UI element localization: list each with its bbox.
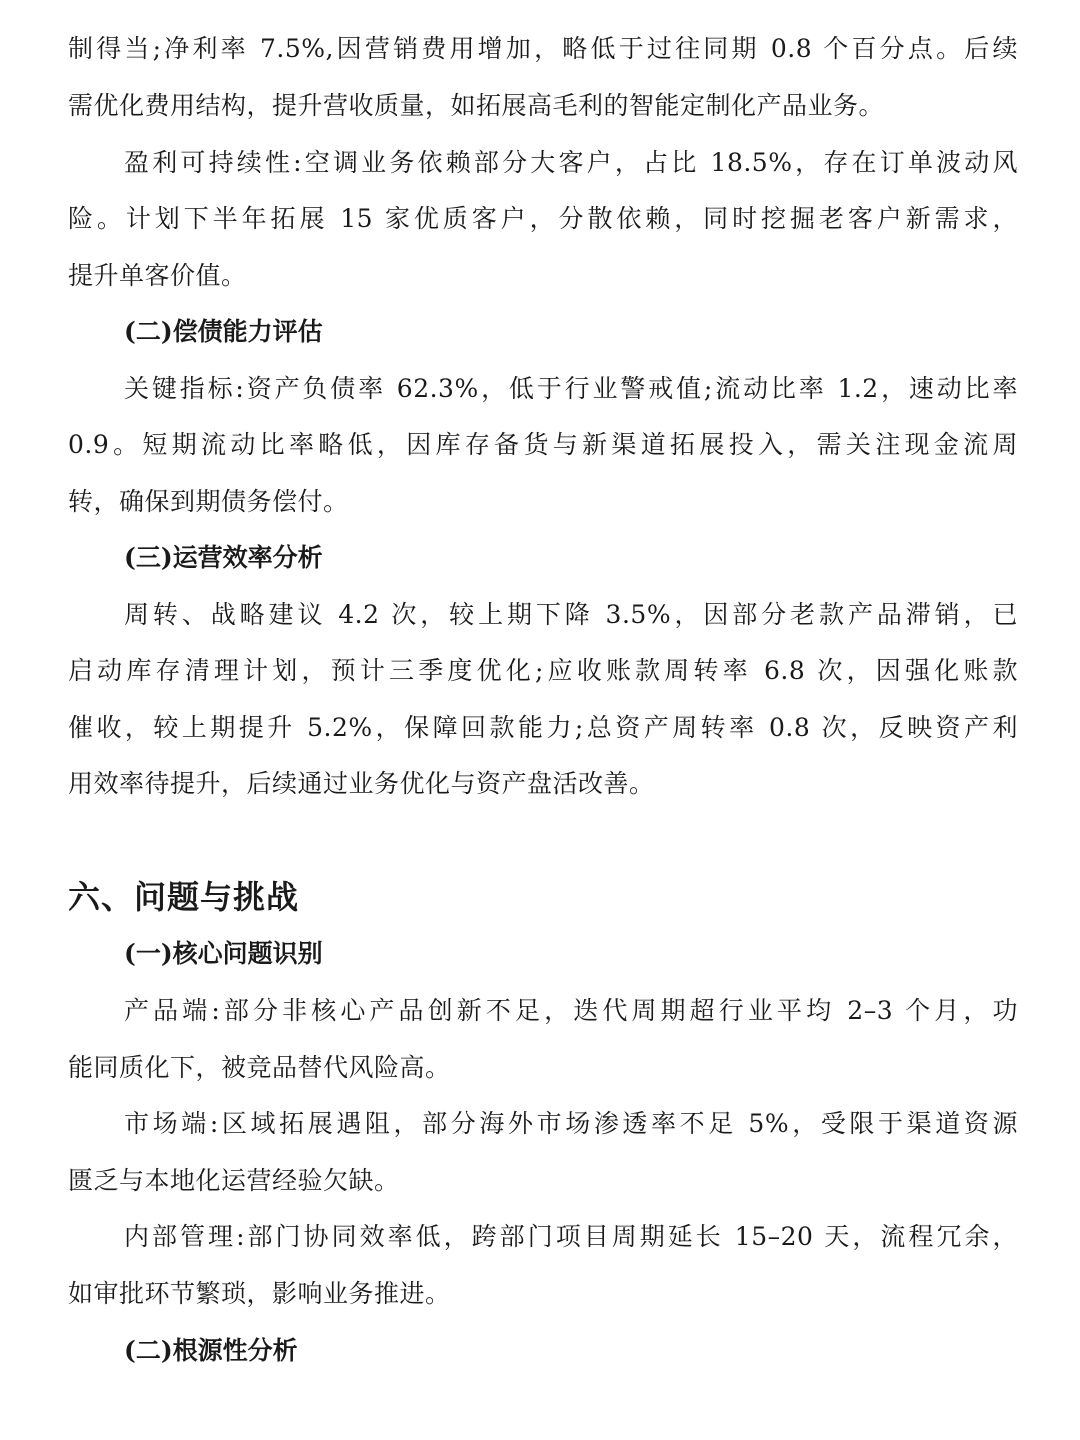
paragraph-line: 0.9。短期流动比率略低，因库存备货与新渠道拓展投入，需关注现金流周 [68,430,1018,459]
paragraph-line: 提升单客价值。 [68,261,247,290]
section-heading: 六、问题与挑战 [68,878,300,916]
subsection-heading: (二)根源性分析 [124,1336,298,1365]
paragraph-line: 能同质化下，被竞品替代风险高。 [68,1053,451,1082]
paragraph-line: 盈利可持续性:空调业务依赖部分大客户，占比 18.5%，存在订单波动风 [124,148,1018,177]
subsection-heading: (三)运营效率分析 [124,543,323,572]
paragraph-line: 制得当;净利率 7.5%,因营销费用增加，略低于过往同期 0.8 个百分点。后续 [68,34,1018,63]
paragraph-line: 产品端:部分非核心产品创新不足，迭代周期超行业平均 2–3 个月，功 [124,996,1018,1025]
paragraph-line: 险。计划下半年拓展 15 家优质客户，分散依赖，同时挖掘老客户新需求， [68,204,1018,233]
paragraph-line: 如审批环节繁琐，影响业务推进。 [68,1279,451,1308]
paragraph-line: 启动库存清理计划，预计三季度优化;应收账款周转率 6.8 次，因强化账款 [68,656,1018,685]
paragraph-line: 匮乏与本地化运营经验欠缺。 [68,1166,400,1195]
paragraph-line: 用效率待提升，后续通过业务优化与资产盘活改善。 [68,769,655,798]
paragraph-line: 市场端:区域拓展遇阻，部分海外市场渗透率不足 5%，受限于渠道资源 [124,1109,1018,1138]
paragraph-line: 催收，较上期提升 5.2%，保障回款能力;总资产周转率 0.8 次，反映资产利 [68,713,1018,742]
paragraph-line: 转，确保到期债务偿付。 [68,487,349,516]
subsection-heading: (一)核心问题识别 [124,939,323,968]
paragraph-line: 周转、战略建议 4.2 次，较上期下降 3.5%，因部分老款产品滞销，已 [124,600,1018,629]
paragraph-line: 内部管理:部门协同效率低，跨部门项目周期延长 15–20 天，流程冗余， [124,1222,1018,1251]
paragraph-line: 需优化费用结构，提升营收质量，如拓展高毛利的智能定制化产品业务。 [68,91,885,120]
paragraph-line: 关键指标:资产负债率 62.3%，低于行业警戒值;流动比率 1.2，速动比率 [124,374,1018,403]
subsection-heading: (二)偿债能力评估 [124,317,323,346]
